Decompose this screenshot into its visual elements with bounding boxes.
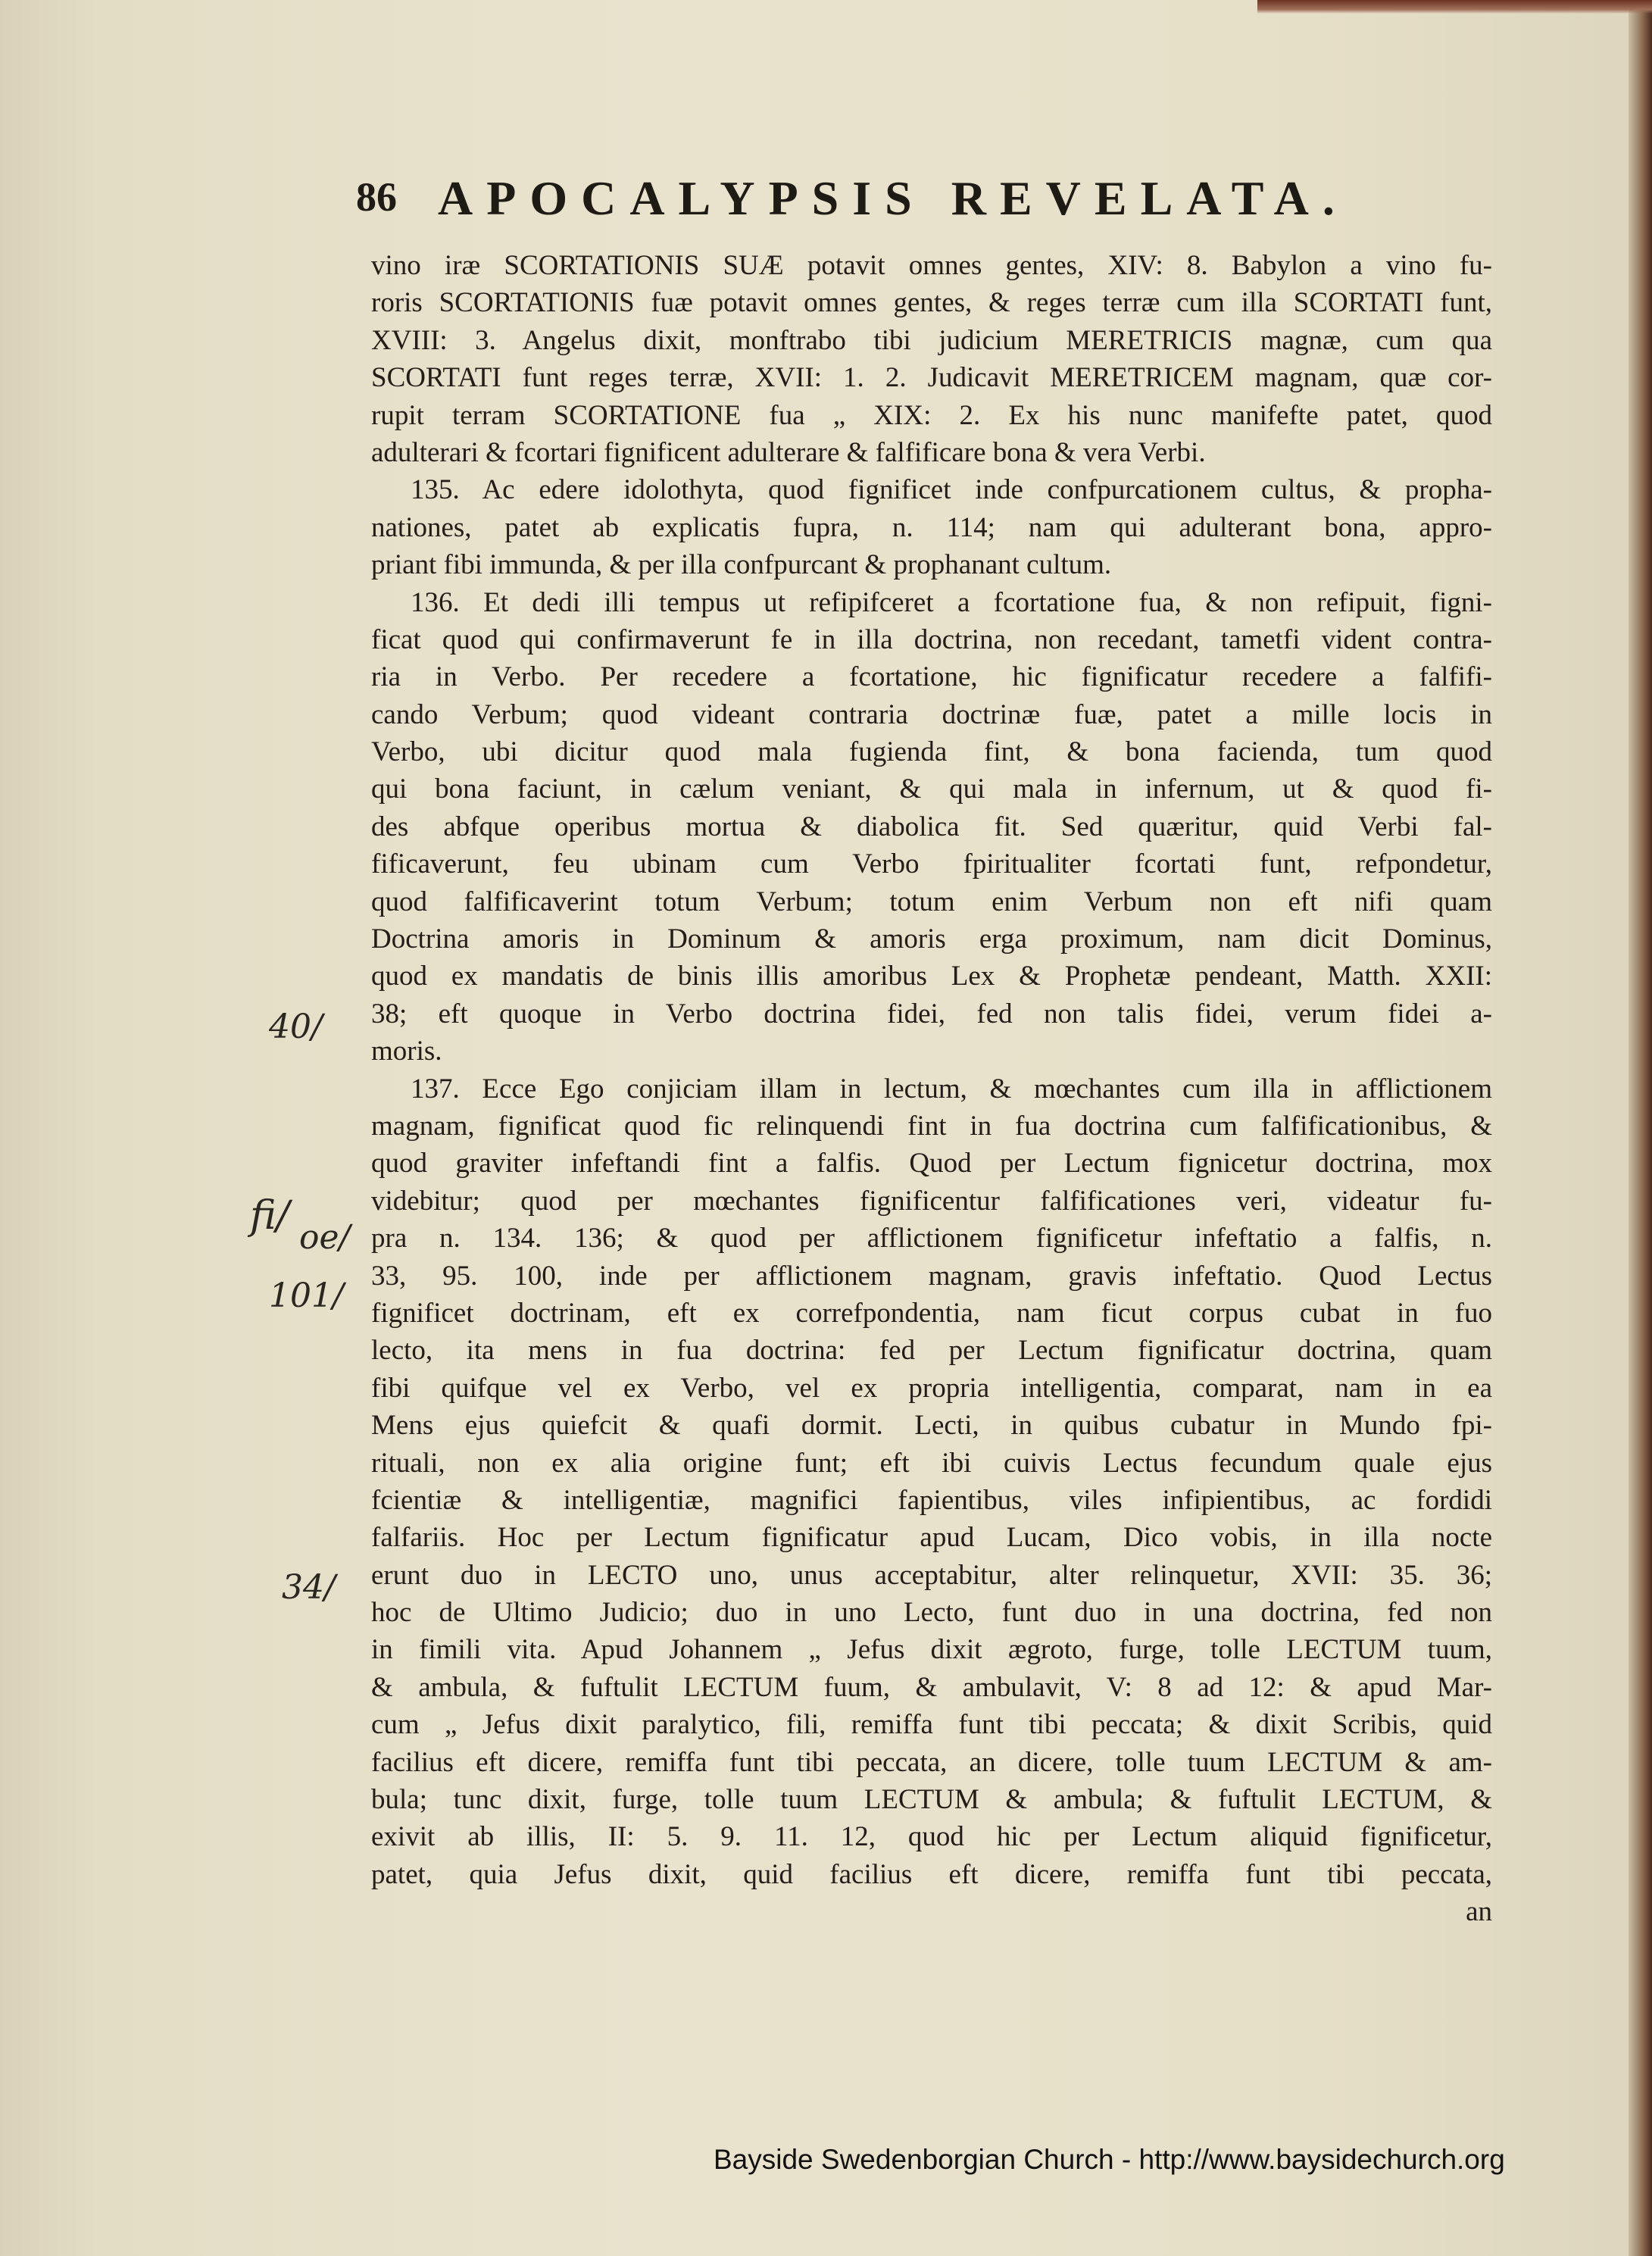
text-line: rituali, non ex alia origine funt; eft ibi cuivis Lectus fecundum quale ejus	[371, 1447, 1492, 1479]
text-line: rupit terram SCORTATIONE fua „ XIX: 2. Ex his nunc manifefte patet, quod	[371, 399, 1492, 431]
text-line: magnam, fignificat quod fic relinquendi fint in fua doctrina cum falfificationibus, &	[371, 1110, 1492, 1142]
text-line: patet, quia Jefus dixit, quid facilius eft dicere, remiffa funt tibi peccata,	[371, 1858, 1492, 1890]
text-line: erunt duo in LECTO uno, unus acceptabitur, alter relinquetur, XVII: 35. 36;	[371, 1559, 1492, 1591]
text-line: 33, 95. 100, inde per afflictionem magnam, gravis infeftatio. Quod Lectus	[371, 1260, 1492, 1292]
paragraph-136-start: 136. Et dedi illi tempus ut refipifceret a fcortatione fua, & non refipuit, figni-	[411, 586, 1492, 618]
text-line: in fimili vita. Apud Johannem „ Jefus dixit ægroto, furge, tolle LECTUM tuum,	[371, 1634, 1492, 1666]
running-title: APOCALYPSIS REVELATA.	[438, 171, 1348, 225]
text-line: cum „ Jefus dixit paralytico, fili, remiffa funt tibi peccata; & dixit Scribis, quid	[371, 1709, 1492, 1741]
source-watermark: Bayside Swedenborgian Church - http://www.baysidechurch.org	[714, 2144, 1505, 2175]
text-line: fignificet doctrinam, eft ex correfpondentia, nam ficut corpus cubat in fuo	[371, 1297, 1492, 1329]
binding-edge	[1257, 0, 1652, 14]
text-line: fcientiæ & intelligentiæ, magnifici fapientibus, viles infipientibus, ac fordidi	[371, 1484, 1492, 1516]
text-line: fificaverunt, feu ubinam cum Verbo fpiritualiter fcortati funt, refpondetur,	[371, 848, 1492, 880]
text-line: Verbo, ubi dicitur quod mala fugienda fint, & bona facienda, tum quod	[371, 736, 1492, 768]
text-line: vino iræ SCORTATIONIS SUÆ potavit omnes gentes, XIV: 8. Babylon a vino fu-	[371, 250, 1492, 281]
text-line: videbitur; quod per mœchantes fignificentur falfificationes veri, videatur fu-	[371, 1185, 1492, 1217]
text-line: pra n. 134. 136; & quod per afflictionem fignificetur infeftatio a falfis, n.	[371, 1223, 1492, 1255]
text-line: hoc de Ultimo Judicio; duo in uno Lecto, funt duo in una doctrina, fed non	[371, 1597, 1492, 1629]
text-line: & ambula, & fuftulit LECTUM fuum, & ambulavit, V: 8 ad 12: & apud Mar-	[371, 1671, 1492, 1703]
text-line: nationes, patet ab explicatis fupra, n. 114; nam qui adulterant bona, appro-	[371, 511, 1492, 543]
body-text	[371, 247, 1492, 1931]
text-line: exivit ab illis, II: 5. 9. 11. 12, quod hic per Lectum aliquid fignificetur,	[371, 1821, 1492, 1853]
catchword: an	[1466, 1896, 1492, 1928]
page-header	[356, 170, 1507, 231]
text-line: Doctrina amoris in Dominum & amoris erga proximum, nam dicit Dominus,	[371, 923, 1492, 955]
text-line: moris.	[371, 1036, 442, 1067]
text-line: SCORTATI funt reges terræ, XVII: 1. 2. Judicavit MERETRICEM magnam, quæ cor-	[371, 362, 1492, 394]
text-line: cando Verbum; quod videant contraria doctrinæ fuæ, patet a mille locis in	[371, 698, 1492, 730]
paragraph-137-start: 137. Ecce Ego conjiciam illam in lectum, & mœchantes cum illa in afflictionem	[411, 1073, 1492, 1105]
text-line: lecto, ita mens in fua doctrina: fed per Lectum fignificatur doctrina, quam	[371, 1335, 1492, 1367]
text-line: quod ex mandatis de binis illis amoribus Lex & Prophetæ pendeant, Matth. XXII:	[371, 961, 1492, 992]
text-line: quod falfificaverint totum Verbum; totum enim Verbum non eft nifi quam	[371, 886, 1492, 917]
page-edge	[1629, 0, 1652, 2256]
text-line: 38; eft quoque in Verbo doctrina fidei, fed non talis fidei, verum fidei a-	[371, 998, 1492, 1030]
text-line: roris SCORTATIONIS fuæ potavit omnes gentes, & reges terræ cum illa SCORTATI funt,	[371, 287, 1492, 319]
margin-note-101: 101/	[269, 1276, 344, 1315]
margin-note-fi: fi/	[250, 1193, 290, 1239]
text-line: quod graviter infeftandi fint a falfis. Quod per Lectum fignicetur doctrina, mox	[371, 1148, 1492, 1180]
text-line: des abfque operibus mortua & diabolica fit. Sed quæritur, quid Verbi fal-	[371, 811, 1492, 842]
text-line: priant fibi immunda, & per illa confpurcant & prophanant cultum.	[371, 549, 1112, 581]
text-line: facilius eft dicere, remiffa funt tibi peccata, an dicere, tolle tuum LECTUM & am-	[371, 1746, 1492, 1778]
text-line: Mens ejus quiefcit & quafi dormit. Lecti, in quibus cubatur in Mundo fpi-	[371, 1410, 1492, 1442]
text-line: fibi quifque vel ex Verbo, vel ex propria intelligentia, comparat, nam in ea	[371, 1372, 1492, 1404]
margin-note-oe: oe/	[299, 1218, 351, 1257]
margin-note-34: 34/	[282, 1568, 336, 1607]
text-line: adulterari & fcortari fignificent adulterare & falfificare bona & vera Verbi.	[371, 436, 1206, 468]
text-line: ria in Verbo. Per recedere a fcortatione, hic fignificatur recedere a falfifi-	[371, 661, 1492, 693]
text-line: qui bona faciunt, in cælum veniant, & qui mala in infernum, ut & quod fi-	[371, 773, 1492, 805]
page-number: 86	[356, 174, 397, 220]
text-line: falfariis. Hoc per Lectum fignificatur apud Lucam, Dico vobis, in illa nocte	[371, 1522, 1492, 1554]
text-line: ficat quod qui confirmaverunt fe in illa doctrina, non recedant, tametfi vident contra-	[371, 623, 1492, 655]
text-line: bula; tunc dixit, furge, tolle tuum LECTUM & ambula; & fuftulit LECTUM, &	[371, 1784, 1492, 1816]
margin-note-40: 40/	[269, 1008, 323, 1046]
text-line: XVIII: 3. Angelus dixit, monftrabo tibi judicium MERETRICIS magnæ, cum qua	[371, 324, 1492, 356]
paragraph-135-start: 135. Ac edere idolothyta, quod fignificet inde confpurcationem cultus, & propha-	[411, 474, 1492, 506]
